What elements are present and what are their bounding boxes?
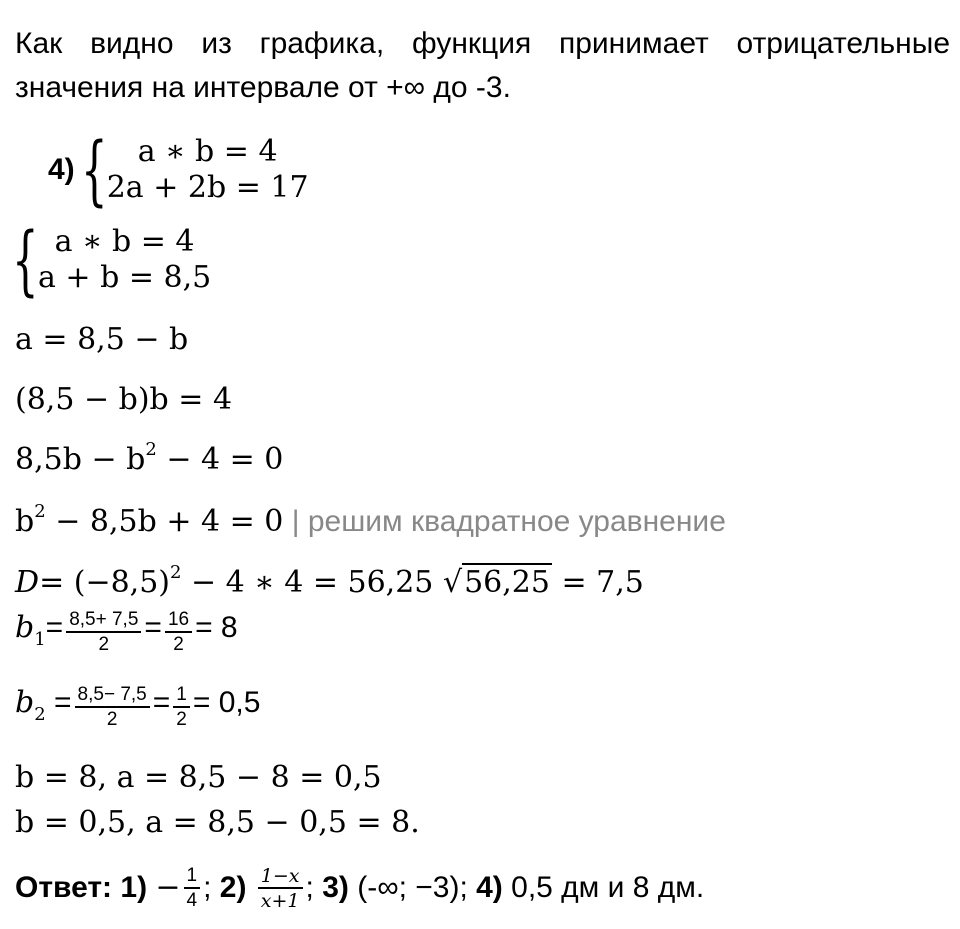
sqrt-result: = 7,5 xyxy=(551,565,644,600)
quadratic-var: b xyxy=(15,504,35,539)
fraction xyxy=(165,609,192,657)
numerator: 1−x xyxy=(258,865,303,889)
step-expand-left: 8,5b − b xyxy=(15,442,146,477)
step-expand xyxy=(15,440,283,480)
numerator: 1 xyxy=(173,684,190,708)
intro-line-2: значения на интервале от +∞ до -3. xyxy=(15,71,511,104)
denominator: 2 xyxy=(173,633,184,655)
system-row-2: a + b = 8,5 xyxy=(38,260,212,295)
denominator: 2 xyxy=(176,708,187,730)
fraction xyxy=(66,609,141,657)
exponent: 2 xyxy=(170,562,182,583)
numerator: 8,5+ 7,5 xyxy=(66,609,141,633)
intro-line-1: Как видно из графика, функция принимает отрицательные xyxy=(15,27,950,60)
answer-line xyxy=(15,865,704,913)
equals-sign: = xyxy=(45,686,72,719)
root-b2-line xyxy=(15,683,260,732)
equals-sign: = xyxy=(45,611,64,644)
d-label: D xyxy=(15,565,40,600)
radical-sign-icon: √ xyxy=(442,565,463,600)
answer-part-2-label: 2) xyxy=(219,870,255,904)
equals-sign: = xyxy=(152,686,171,719)
answer-part-4-value: 0,5 дм и 8 дм. xyxy=(511,870,705,904)
numerator: 16 xyxy=(165,609,192,633)
d-expression: = (−8,5) xyxy=(39,565,170,600)
exponent: 2 xyxy=(145,439,157,460)
discriminant-line xyxy=(15,563,644,603)
b2-variable: $b_2$ xyxy=(15,685,46,725)
answer-part-3-value: (-∞; −3) xyxy=(357,870,460,904)
step-expand-right: − 4 = 0 xyxy=(156,442,284,477)
system-row-1: a ∗ b = 4 xyxy=(137,134,278,169)
root-b1-line xyxy=(15,608,238,657)
minus-sign: − xyxy=(155,869,181,905)
step-quadratic xyxy=(15,502,726,542)
answer-label: Ответ: 1) xyxy=(15,870,156,904)
system-rows xyxy=(107,134,309,206)
intro-paragraph xyxy=(15,22,950,110)
denominator: 4 xyxy=(186,890,198,911)
system-rows xyxy=(38,224,211,296)
denominator: 2 xyxy=(106,708,118,730)
separator: ; xyxy=(203,870,220,904)
separator: ; xyxy=(459,870,477,904)
b2-value: = 0,5 xyxy=(192,686,261,719)
b1-variable: $b_1$ xyxy=(15,610,46,650)
fraction xyxy=(258,865,303,913)
numerator: 1 xyxy=(184,865,201,889)
fraction xyxy=(173,684,190,732)
equals-sign: = xyxy=(144,611,162,644)
denominator: 2 xyxy=(98,633,110,655)
square-root xyxy=(443,563,552,603)
separator: ; xyxy=(305,870,323,904)
left-brace: { xyxy=(12,215,39,304)
system-row-1: a ∗ b = 4 xyxy=(54,224,195,259)
answer-part-3-label: 3) xyxy=(322,870,358,904)
task-4-label: 4) xyxy=(48,153,75,186)
quadratic-rest: − 8,5b + 4 = 0 xyxy=(45,504,284,539)
exponent: 2 xyxy=(34,501,46,522)
task-4-system xyxy=(48,125,309,214)
numerator: 8,5− 7,5 xyxy=(75,684,150,708)
left-brace: { xyxy=(80,125,108,214)
fraction xyxy=(75,684,150,732)
system-row-2: 2a + 2b = 17 xyxy=(106,170,309,205)
d-result: − 4 ∗ 4 = 56,25 xyxy=(181,565,443,600)
denominator: x+1 xyxy=(260,890,300,912)
answer-part-4-label: 4) xyxy=(476,870,512,904)
quadratic-note: | решим квадратное уравнение xyxy=(283,505,726,538)
b1-value: = 8 xyxy=(195,611,238,644)
result-line-1: b = 8, a = 8,5 − 8 = 0,5 xyxy=(15,760,382,795)
result-line-2: b = 0,5, a = 8,5 − 0,5 = 8. xyxy=(15,805,420,840)
step-substitute: (8,5 − b)b = 4 xyxy=(15,382,233,417)
step-express-a: a = 8,5 − b xyxy=(15,322,189,357)
radicand: 56,25 xyxy=(464,565,550,600)
reduced-system xyxy=(12,215,212,304)
fraction xyxy=(184,865,201,913)
